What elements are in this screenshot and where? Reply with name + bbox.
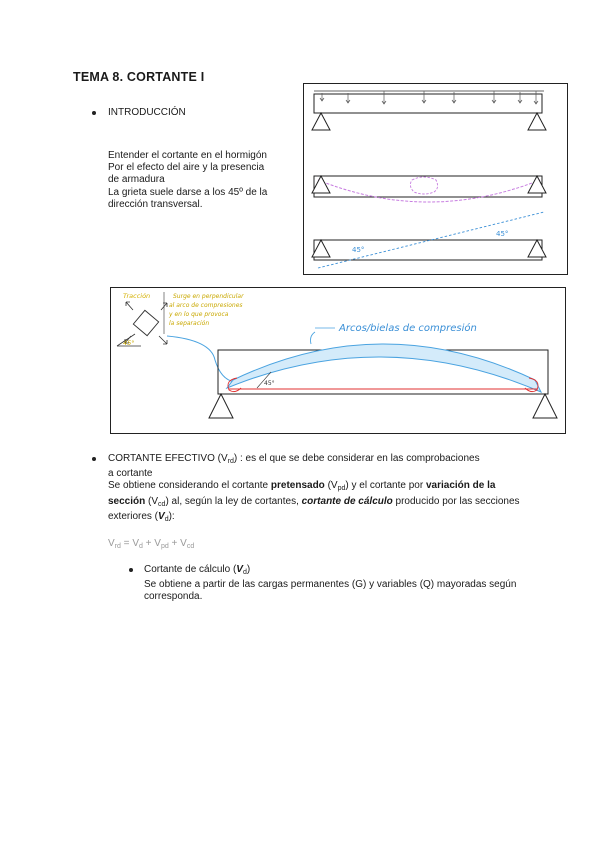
intro-body [108,150,298,211]
bullet-section3 [129,568,133,572]
text-span: (V [324,480,338,492]
f-part: V [154,538,161,549]
page-title: TEMA 8. CORTANTE I [73,70,205,84]
f-part: V [180,538,187,549]
compression-arch-figure [110,287,566,434]
angle-label-sketch: 45° [123,339,135,347]
f-sub: cd [186,543,195,550]
text-span: ) : es el que se debe considerar en las comprobaciones [233,453,480,464]
text-span: ) al, según la ley de cortantes, [165,495,302,507]
note-line-3: y en lo que provoca [169,311,229,318]
text-span: Se obtiene considerando el cortante [108,480,271,492]
bold-term-variacion: variación de la sección [108,480,496,507]
yellow-note [168,293,244,327]
angle-label-left: 45° [352,246,365,254]
arc-label: Arcos/bielas de compresión [339,323,477,334]
f-part: V [108,538,115,549]
intro-line-4: La grieta suele darse a los 45º de la [108,186,268,198]
text-span: ): [168,510,175,522]
vd-symbol: V [236,564,243,575]
subscript: rd [227,458,234,465]
crack-angle-label: 45° [264,380,275,387]
text-span: Cortante de cálculo ( [144,564,237,575]
note-line-1: Surge en perpendicular [173,293,244,300]
bold-term-pretensado: pretensado [270,480,325,492]
intro-heading: INTRODUCCIÓN [108,107,186,118]
f-sub: rd [114,543,121,550]
tension-label: Tracción [123,292,151,300]
f-sub: d [138,543,143,550]
subscript: d [164,515,169,523]
vd-symbol: V [158,510,165,522]
f-part: = [120,538,133,549]
beam-1 [312,91,546,130]
text-span: ) [246,564,251,575]
bullet-intro [92,111,96,115]
f-part: V [132,538,139,549]
subscript: d [242,569,247,576]
note-line-2: al arco de compresiones [169,302,243,309]
section3-heading [144,564,544,579]
subscript: pd [337,485,346,493]
subscript: cd [158,500,166,508]
section-cortante-calculo [144,564,544,604]
text-span: (V [145,495,159,507]
beam-3 [312,212,546,268]
intro-line-1: Entender el cortante en el hormigón [108,150,267,161]
stress-element-sketch [117,292,167,347]
beam-figure-1 [303,83,568,275]
f-part: + [142,538,155,549]
section2-heading [108,453,528,468]
angle-label-right: 45° [496,230,509,238]
text-span: producido por las secciones exteriores ( [108,495,520,522]
section-cortante-efectivo [108,453,528,526]
bold-italic-term: cortante de cálculo [301,495,393,507]
f-part: + [168,538,181,549]
note-line-4: la separación [169,320,210,327]
load-arrows [320,91,538,104]
intro-line-3: de armadura [108,174,165,186]
intro-line-5: dirección transversal. [108,198,203,210]
formula-vrd [108,538,194,550]
section2-line2: a cortante [108,468,153,480]
intro-line-2: Por el efecto del aire y la presencia [108,162,265,174]
text-span: CORTANTE EFECTIVO (V [108,453,228,464]
bullet-section2 [92,457,96,461]
section2-paragraph [108,480,528,526]
text-span: ) y el cortante por [345,480,426,492]
section3-body: Se obtiene a partir de las cargas permanentes (G) y variables (Q) mayoradas según corresponda. [144,579,517,603]
f-sub: pd [160,543,169,550]
beam-2 [312,176,546,202]
